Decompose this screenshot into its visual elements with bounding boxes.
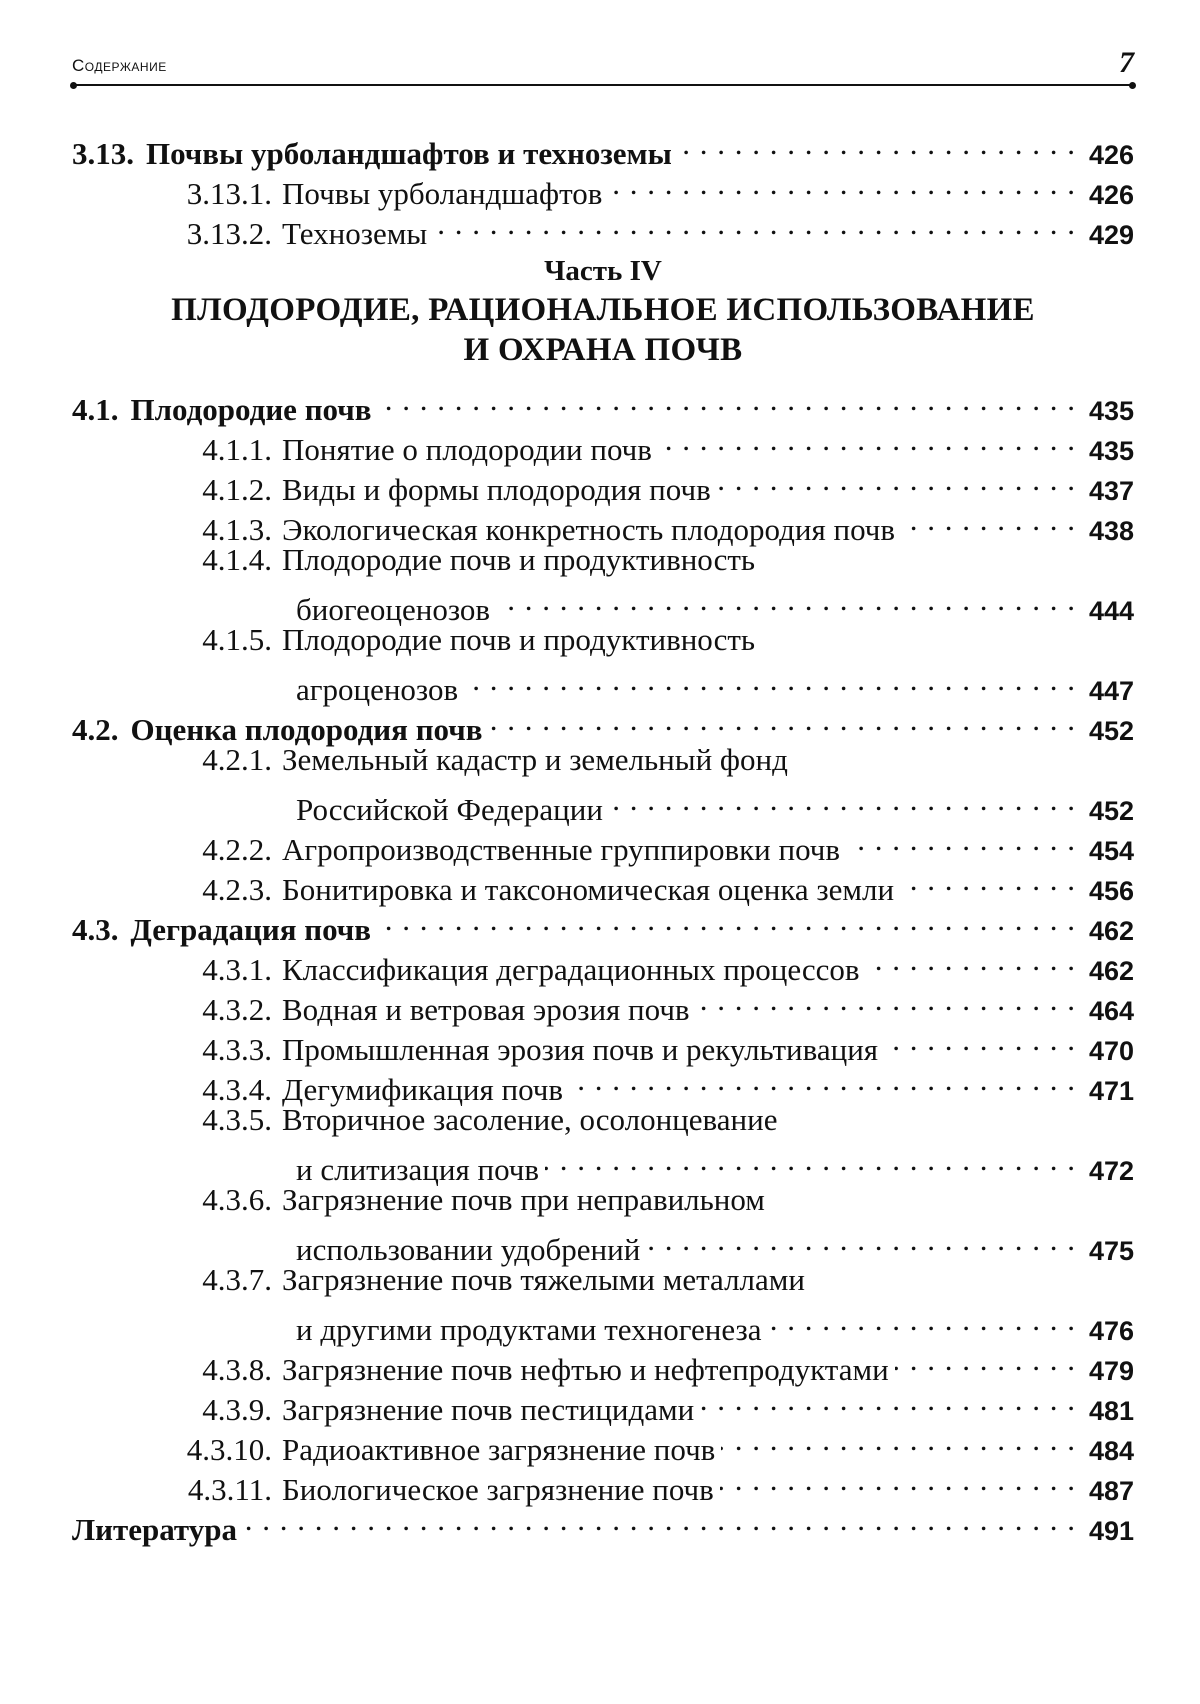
toc-entry-number: 4.1.4. [202, 542, 272, 577]
page-number: 7 [1119, 46, 1134, 79]
toc-entry-title-continuation: биогеоценозов [296, 592, 491, 627]
toc-entry-page: 470 [1088, 1036, 1134, 1066]
toc-entry-title: Почвы урболандшафтов [282, 176, 603, 211]
table-of-contents [72, 124, 1134, 1547]
toc-entry-title: Водная и ветровая эрозия почв [282, 992, 690, 1027]
toc-entry-number: 4.3.4. [202, 1072, 272, 1107]
toc-entry-title: Техноземы [282, 216, 428, 251]
dot-leader [720, 1460, 1076, 1500]
toc-entry-title: Деградация почв [130, 912, 371, 947]
toc-entry-page: 472 [1088, 1156, 1134, 1186]
dot-leader [545, 1140, 1076, 1180]
dot-leader [901, 500, 1076, 540]
toc-entry-page: 464 [1088, 996, 1134, 1026]
dot-leader [768, 1300, 1076, 1340]
toc-entry-title-continuation: использовании удобрений [296, 1232, 641, 1267]
toc-entry-title: Понятие о плодородии почв [282, 432, 652, 467]
toc-entry-title: Агропроизводственные группировки почв [282, 832, 840, 867]
toc-entry-number: 4.1.2. [202, 472, 272, 507]
toc-entry-number: 4.2. [72, 712, 119, 747]
toc-entry-number: 4.2.1. [202, 742, 272, 777]
toc-entry-number: 4.3.10. [186, 1432, 272, 1467]
toc-entry-title-continuation: Российской Федерации [296, 792, 603, 827]
toc-entry-page: 444 [1088, 596, 1134, 626]
toc-entry-title-continuation: и слитизация почв [296, 1152, 540, 1187]
toc-entry-continuation [72, 580, 1134, 627]
dot-leader [884, 1020, 1076, 1060]
toc-entry [72, 124, 1134, 171]
running-header-title: Содержание [72, 56, 167, 75]
toc-entry-title: Вторичное засоление, осолонцевание [282, 1102, 778, 1137]
toc-entry-continuation [72, 1140, 1134, 1187]
toc-entry [72, 380, 1134, 427]
toc-entry-page: 471 [1088, 1076, 1134, 1106]
toc-entry-number: 4.2.2. [202, 832, 272, 867]
toc-entry-page: 454 [1088, 836, 1134, 866]
toc-entry-title: Почвы урболандшафтов и техноземы [146, 136, 672, 171]
toc-entry-title: Загрязнение почв тяжелыми металлами [282, 1262, 805, 1297]
toc-entry-page: 484 [1088, 1436, 1134, 1466]
dot-leader [900, 860, 1076, 900]
toc-entry-page: 429 [1088, 220, 1134, 250]
toc-entry-title: Литература [72, 1512, 237, 1547]
toc-entry-number: 4.3.9. [202, 1392, 272, 1427]
toc-entry [72, 1180, 1134, 1220]
toc-entry-page: 475 [1088, 1236, 1134, 1266]
dot-leader [700, 1380, 1076, 1420]
toc-entry-continuation [72, 780, 1134, 827]
toc-entry-number: 4.1. [72, 392, 119, 427]
toc-entry [72, 1260, 1134, 1300]
toc-entry-page: 447 [1088, 676, 1134, 706]
dot-leader [846, 820, 1076, 860]
toc-entry-title: Загрязнение почв пестицидами [282, 1392, 695, 1427]
dot-leader [243, 1500, 1076, 1540]
toc-entry-title: Бонитировка и таксономическая оценка земли [282, 872, 895, 907]
dot-leader [377, 380, 1076, 420]
dot-leader [569, 1060, 1076, 1100]
dot-leader [496, 580, 1076, 620]
toc-entry-page: 476 [1088, 1316, 1134, 1346]
toc-entry-continuation [72, 660, 1134, 707]
toc-entry-number: 4.3.6. [202, 1182, 272, 1217]
toc-entry-continuation [72, 1220, 1134, 1267]
dot-leader [895, 1340, 1076, 1380]
toc-entry-number: 4.3.7. [202, 1262, 272, 1297]
dot-leader [488, 700, 1076, 740]
toc-entry-title: Плодородие почв [130, 392, 372, 427]
toc-entry-page: 456 [1088, 876, 1134, 906]
dot-leader [377, 900, 1076, 940]
toc-entry-page: 437 [1088, 476, 1134, 506]
toc-entry-title: Плодородие почв и продуктивность [282, 542, 756, 577]
dot-leader [678, 124, 1076, 164]
toc-entry-page: 452 [1088, 796, 1134, 826]
dot-leader [717, 460, 1076, 500]
toc-section-part-three [72, 124, 1134, 251]
toc-entry-page: 487 [1088, 1476, 1134, 1506]
header-rule [72, 84, 1134, 86]
toc-entry-title: Классификация деградационных процессов [282, 952, 860, 987]
toc-entry-number: 4.1.1. [202, 432, 272, 467]
toc-entry-page: 452 [1088, 716, 1134, 746]
toc-entry-title: Виды и формы плодородия почв [282, 472, 711, 507]
toc-entry-title: Экологическая конкретность плодородия почв [282, 512, 895, 547]
toc-entry-page: 479 [1088, 1356, 1134, 1386]
toc-entry [72, 540, 1134, 580]
toc-entry-title: Дегумификация почв [282, 1072, 564, 1107]
toc-entry-title: Оценка плодородия почв [130, 712, 483, 747]
toc-section-part-four [72, 380, 1134, 1547]
dot-leader [646, 1220, 1076, 1260]
toc-entry-page: 435 [1088, 396, 1134, 426]
toc-entry-title: Биологическое загрязнение почв [282, 1472, 714, 1507]
dot-leader [464, 660, 1076, 700]
toc-entry-number: 4.1.3. [202, 512, 272, 547]
toc-entry-title-continuation: агроценозов [296, 672, 459, 707]
part-label: Часть IV [544, 255, 662, 287]
toc-entry-title: Промышленная эрозия почв и рекультивация [282, 1032, 879, 1067]
toc-entry [72, 1100, 1134, 1140]
toc-entry [72, 740, 1134, 780]
toc-entry-page: 435 [1088, 436, 1134, 466]
toc-entry-title: Плодородие почв и продуктивность [282, 622, 756, 657]
toc-entry-number: 4.3.1. [202, 952, 272, 987]
toc-entry-number: 4.3.5. [202, 1102, 272, 1137]
dot-leader [866, 940, 1076, 980]
toc-entry-title: Загрязнение почв нефтью и нефтепродуктами [282, 1352, 889, 1387]
toc-entry-title: Земельный кадастр и земельный фонд [282, 742, 788, 777]
toc-entry-number: 4.3. [72, 912, 119, 947]
toc-entry-page: 462 [1088, 916, 1134, 946]
toc-entry-page: 438 [1088, 516, 1134, 546]
dot-leader [609, 780, 1076, 820]
dot-leader [658, 420, 1076, 460]
part-heading [72, 252, 1134, 370]
toc-entry-number: 4.3.2. [202, 992, 272, 1027]
dot-leader [608, 164, 1076, 204]
toc-entry-number: 3.13.1. [186, 176, 272, 211]
running-header [72, 42, 1134, 92]
part-title-line-2: И ОХРАНА ПОЧВ [463, 332, 743, 368]
toc-entry-number: 4.1.5. [202, 622, 272, 657]
toc-entry-number: 3.13. [72, 136, 134, 171]
toc-entry-page: 491 [1088, 1516, 1134, 1546]
toc-entry-number: 4.3.8. [202, 1352, 272, 1387]
toc-entry-continuation [72, 1300, 1134, 1347]
toc-entry-number: 4.3.11. [187, 1472, 272, 1507]
toc-entry-title-continuation: и другими продуктами техногенеза [296, 1312, 762, 1347]
toc-entry [72, 620, 1134, 660]
part-title-line-1: ПЛОДОРОДИЕ, РАЦИОНАЛЬНОЕ ИСПОЛЬЗОВАНИЕ [171, 292, 1035, 328]
toc-entry-title: Загрязнение почв при неправильном [282, 1182, 765, 1217]
toc-entry-page: 426 [1088, 140, 1134, 170]
toc-entry-page: 481 [1088, 1396, 1134, 1426]
toc-entry-title: Радиоактивное загрязнение почв [282, 1432, 716, 1467]
toc-entry-page: 462 [1088, 956, 1134, 986]
dot-leader [433, 204, 1076, 244]
toc-entry-number: 4.3.3. [202, 1032, 272, 1067]
toc-entry-number: 3.13.2. [186, 216, 272, 251]
toc-entry-page: 426 [1088, 180, 1134, 210]
toc-entry-number: 4.2.3. [202, 872, 272, 907]
dot-leader [721, 1420, 1076, 1460]
dot-leader [696, 980, 1076, 1020]
